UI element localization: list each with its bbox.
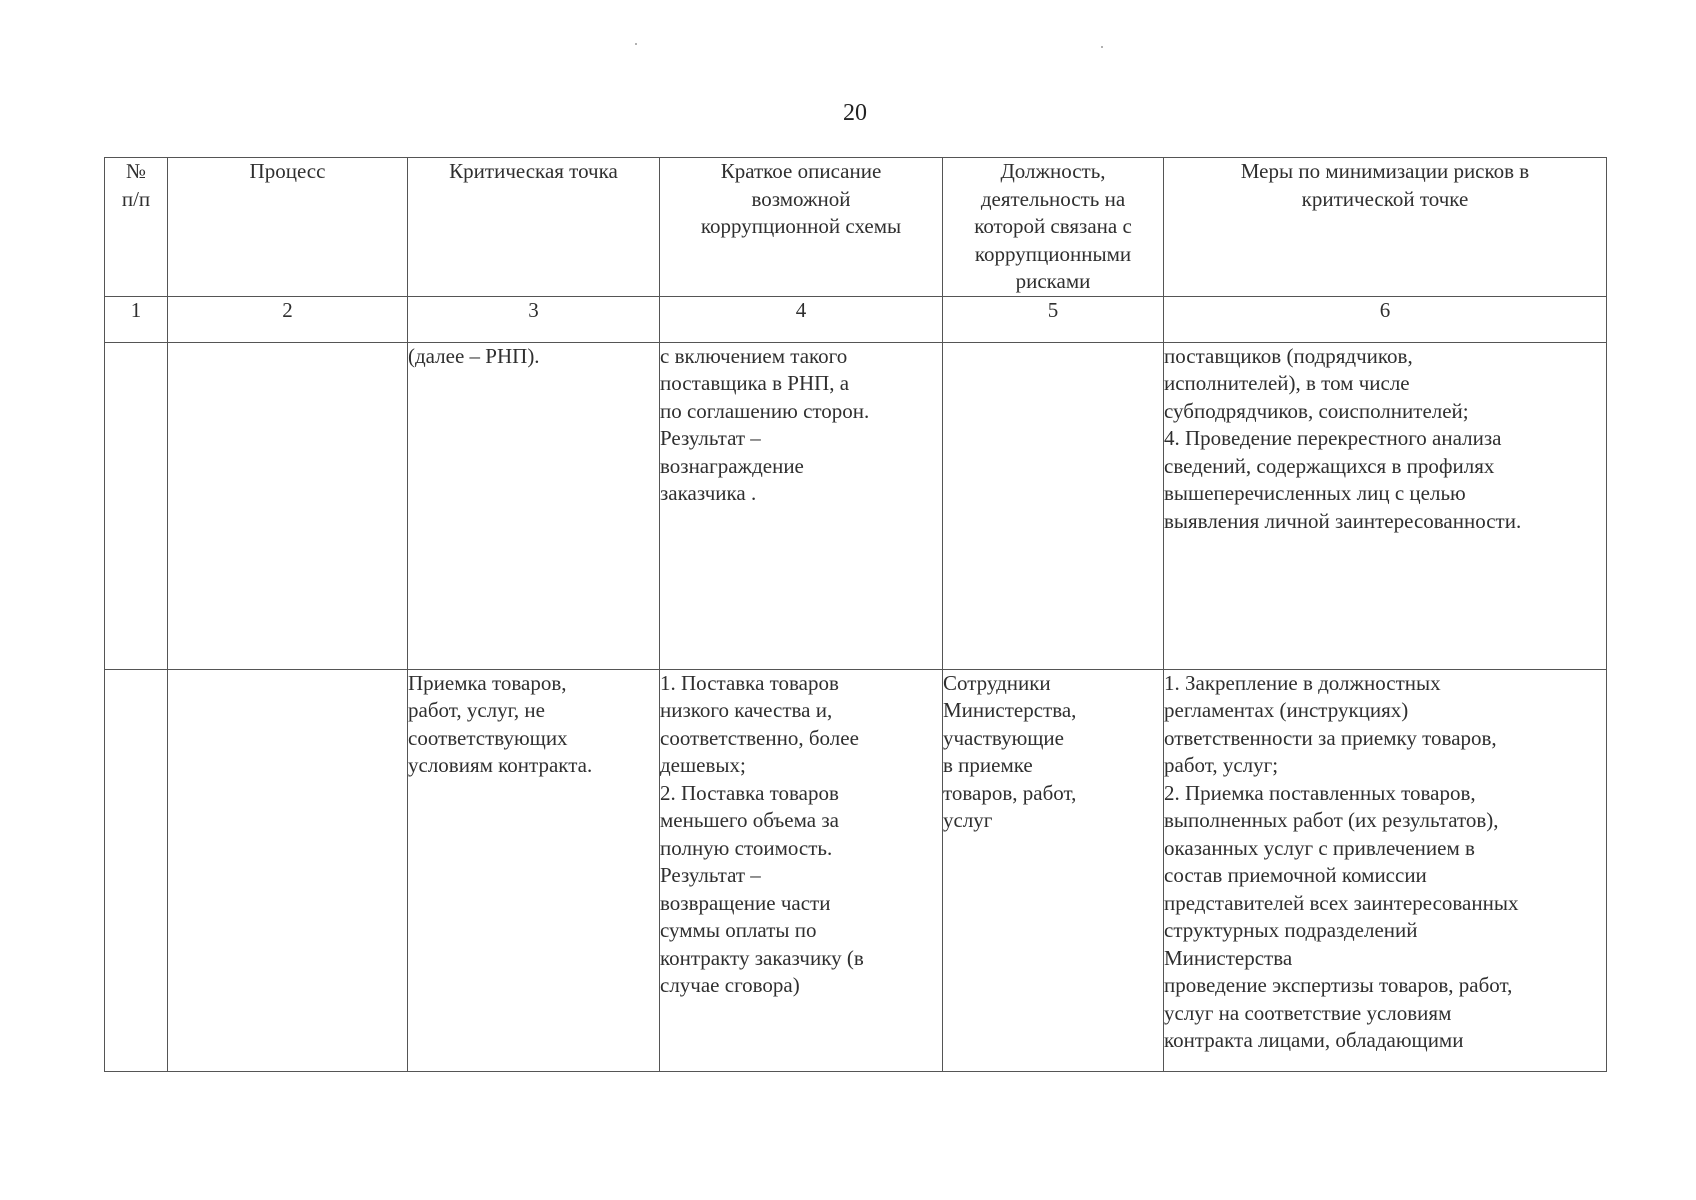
text-line: коррупционной схемы: [700, 214, 902, 238]
text-line: работ, услуг, не: [408, 698, 545, 722]
text-line: низкого качества и,: [660, 698, 833, 722]
text-line: Министерства,: [943, 698, 1077, 722]
text-line: структурных подразделений: [1164, 918, 1418, 942]
text-line: соответствующих: [408, 725, 568, 750]
column-number: 6: [1164, 296, 1607, 342]
text-line: рисками: [1015, 269, 1091, 293]
text-line: деятельность на: [980, 186, 1126, 211]
text-line: Краткое описание: [720, 159, 882, 183]
text-line: по соглашению сторон.: [660, 398, 870, 423]
column-number: 3: [408, 296, 660, 342]
text-line: полную стоимость.: [660, 835, 833, 860]
text-line: выявления личной заинтересованности.: [1164, 508, 1522, 533]
header-process: [168, 158, 408, 297]
page-number: 20: [843, 100, 867, 126]
table-row: [105, 669, 1607, 1071]
cell-measures: [1164, 669, 1607, 1071]
cell-position: [943, 669, 1164, 1071]
cell-num: [105, 669, 168, 1071]
text-line: вышеперечисленных лиц с целью: [1164, 481, 1466, 505]
text-line: меньшего объема за: [660, 808, 839, 832]
cell-process: [168, 342, 408, 669]
text-line: соответственно, более: [660, 725, 859, 750]
text-line: п/п: [121, 186, 151, 211]
text-line: в приемке: [943, 753, 1033, 777]
text-line: услуг на соответствие условиям: [1164, 1000, 1452, 1025]
text-line: Приемка товаров,: [408, 670, 567, 695]
text-line: услуг: [943, 808, 993, 832]
column-number-row: [105, 296, 1607, 342]
text-line: товаров, работ,: [943, 780, 1077, 805]
cell-measures: [1164, 342, 1607, 669]
column-number: 2: [168, 296, 408, 342]
header-row: [105, 158, 1607, 297]
text-line: ответственности за приемку товаров,: [1164, 725, 1497, 750]
text-line: Министерства: [1164, 945, 1293, 970]
text-line: Меры по минимизации рисков в: [1240, 159, 1530, 183]
header-measures: [1164, 158, 1607, 297]
text-line: вознаграждение: [660, 453, 804, 478]
text-line: возвращение части: [660, 890, 831, 915]
column-number: 1: [105, 296, 168, 342]
cell-process: [168, 669, 408, 1071]
cell-critical-point: [408, 342, 660, 669]
text-line: регламентах (инструкциях): [1164, 698, 1409, 722]
text-line: которой связана с: [974, 214, 1132, 238]
text-line: условиям контракта.: [408, 753, 593, 777]
text-line: Должность,: [1000, 159, 1106, 183]
text-line: с включением такого: [660, 343, 848, 368]
text-line: критической точке: [1301, 186, 1469, 211]
header-critical-point: [408, 158, 660, 297]
table-row: [105, 342, 1607, 669]
text-line: 1. Закрепление в должностных: [1164, 670, 1441, 695]
text-line: поставщика в РНП, а: [660, 371, 850, 395]
text-line: работ, услуг;: [1164, 753, 1279, 777]
text-line: выполненных работ (их результатов),: [1164, 808, 1499, 832]
text-line: 2. Приемка поставленных товаров,: [1164, 780, 1476, 805]
text-line: случае сговора): [660, 973, 800, 997]
text-line: Сотрудники: [943, 670, 1051, 695]
cell-description: [660, 342, 943, 669]
text-line: возможной: [751, 186, 851, 211]
text-line: субподрядчиков, соисполнителей;: [1164, 398, 1469, 423]
text-line: (далее – РНП).: [408, 343, 540, 368]
cell-position: [943, 342, 1164, 669]
text-line: Критическая точка: [449, 159, 618, 183]
column-number: 4: [660, 296, 943, 342]
text-line: контракту заказчику (в: [660, 945, 864, 970]
text-line: представителей всех заинтересованных: [1164, 890, 1519, 915]
header-description: [660, 158, 943, 297]
text-line: коррупционными: [974, 241, 1132, 266]
text-line: сведений, содержащихся в профилях: [1164, 453, 1495, 478]
cell-description: [660, 669, 943, 1071]
cell-critical-point: [408, 669, 660, 1071]
cell-num: [105, 342, 168, 669]
text-line: 4. Проведение перекрестного анализа: [1164, 426, 1502, 450]
text-line: исполнителей), в том числе: [1164, 371, 1410, 395]
header-position: [943, 158, 1164, 297]
text-line: контракта лицами, обладающими: [1164, 1028, 1464, 1052]
text-line: оказанных услуг с привлечением в: [1164, 835, 1475, 860]
risk-table: [104, 157, 1607, 1072]
text-line: Процесс: [249, 159, 326, 183]
text-line: Результат –: [660, 426, 761, 450]
column-number: 5: [943, 296, 1164, 342]
text-line: Результат –: [660, 863, 761, 887]
text-line: проведение экспертизы товаров, работ,: [1164, 973, 1513, 997]
text-line: заказчика .: [660, 481, 757, 505]
text-line: 1. Поставка товаров: [660, 670, 839, 695]
text-line: 2. Поставка товаров: [660, 780, 839, 805]
text-line: участвующие: [943, 725, 1064, 750]
text-line: дешевых;: [660, 753, 746, 777]
header-num: [105, 158, 168, 297]
text-line: поставщиков (подрядчиков,: [1164, 343, 1413, 368]
text-line: суммы оплаты по: [660, 918, 817, 942]
text-line: №: [125, 159, 147, 183]
text-line: состав приемочной комиссии: [1164, 863, 1427, 887]
